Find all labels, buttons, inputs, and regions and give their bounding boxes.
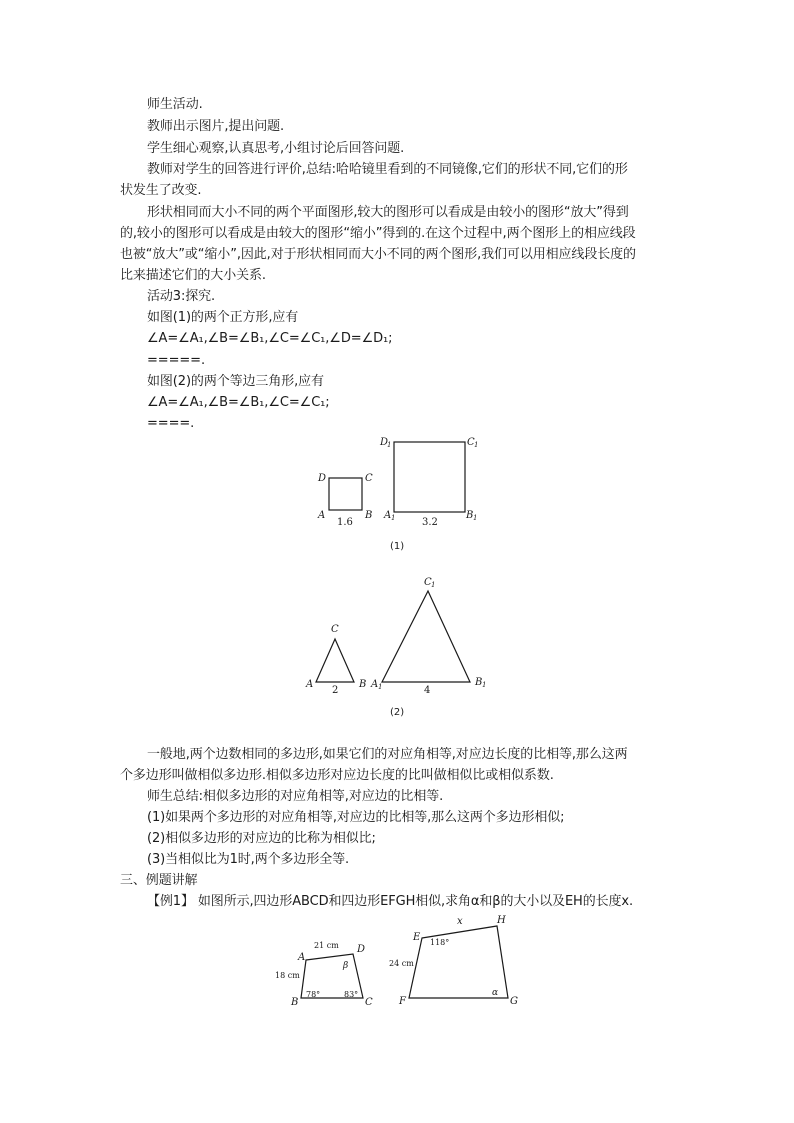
label-d1: D [380,437,389,448]
label-b: B [291,997,299,1008]
figure-caption: (2) [390,707,405,718]
text-line: 学生细心观察,认真思考,小组讨论后回答问题. [147,141,405,156]
small-triangle [316,639,354,682]
angle-c-value: 83° [344,990,359,999]
text-line: 如图(2)的两个等边三角形,应有 [147,374,324,389]
text-line: 形状相同而大小不同的两个平面图形,较大的图形可以看成是由较小的图形“放大”得到 [147,205,629,220]
text-line: (2)相似多边形的对应边的比称为相似比; [147,831,376,846]
large-square [394,442,465,512]
text-line: ∠A=∠A₁,∠B=∠B₁,∠C=∠C₁; [147,395,330,410]
text-line: (1)如果两个多边形的对应角相等,对应边的比相等,那么这两个多边形相似; [147,810,565,825]
side-ef-length: 24 cm [389,959,414,968]
label-d: D [357,944,366,955]
label-e: E [413,932,421,943]
text-line: ∠A=∠A₁,∠B=∠B₁,∠C=∠C₁,∠D=∠D₁; [147,331,393,346]
figure-caption: (1) [390,541,405,552]
angle-beta: β [343,961,349,971]
label-b1: B [466,510,474,521]
label-g: G [510,996,518,1007]
side-length-small: 2 [332,685,339,696]
text-line: 师生总结:相似多边形的对应角相等,对应边的比相等. [147,789,444,804]
label-h: H [497,915,506,926]
label-subscript: 1 [474,441,479,449]
label-subscript: 1 [378,683,383,691]
label-b: B [359,679,367,690]
side-ab-length: 18 cm [275,971,300,980]
text-line: 比来描述它们的大小关系. [120,268,266,283]
text-line: 一般地,两个边数相同的多边形,如果它们的对应角相等,对应边长度的比相等,那么这两 [147,747,628,762]
text-line: =====. [147,353,205,368]
text-line: 教师对学生的回答进行评价,总结:哈哈镜里看到的不同镜像,它们的形状不同,它们的形 [147,162,628,177]
side-length-large: 4 [424,685,431,696]
label-c: C [331,624,339,635]
label-a: A [298,952,306,963]
label-subscript: 1 [482,681,487,689]
text-line: 【例1】 如图所示,四边形ABCD和四边形EFGH相似,求角α和β的大小以及EH的长度x. [147,894,634,909]
text-line: 如图(1)的两个正方形,应有 [147,310,299,325]
text-line: 状发生了改变. [120,183,202,198]
label-subscript: 1 [431,581,436,589]
figure-triangles [300,575,500,720]
label-subscript: 1 [473,514,478,522]
side-eh-x: x [457,916,463,927]
text-line: (3)当相似比为1时,两个多边形全等. [147,852,350,867]
section-heading: 三、例题讲解 [120,873,198,888]
label-d: D [318,473,327,484]
side-length-small: 1.6 [337,517,353,528]
text-line: 活动3:探究. [147,289,216,304]
text-line: 师生活动. [147,97,203,112]
label-b1: B [475,677,483,688]
text-line: ====. [147,416,195,431]
side-ad-length: 21 cm [314,941,339,950]
label-b: B [365,510,373,521]
label-c1: C [467,437,475,448]
label-subscript: 1 [387,441,392,449]
figure-quadrilaterals [270,910,530,1010]
small-square [329,478,362,510]
large-triangle [382,591,470,682]
label-a1: A [371,679,379,690]
label-c: C [365,997,373,1008]
side-length-large: 3.2 [422,517,438,528]
label-a: A [318,510,326,521]
figure-squares [300,430,500,560]
text-line: 的,较小的图形可以看成是由较大的图形“缩小”得到的.在这个过程中,两个图形上的相应线段 [120,226,636,241]
label-a: A [306,679,314,690]
text-line: 也被“放大”或“缩小”,因此,对于形状相同而大小不同的两个图形,我们可以用相应线段长度的 [120,247,636,262]
angle-b-value: 78° [306,990,321,999]
label-subscript: 1 [391,514,396,522]
angle-e-value: 118° [430,938,450,947]
label-c1: C [424,577,432,588]
label-a1: A [384,510,392,521]
text-line: 教师出示图片,提出问题. [147,119,285,134]
text-line: 个多边形叫做相似多边形.相似多边形对应边长度的比叫做相似比或相似系数. [120,768,554,783]
label-f: F [399,996,406,1007]
angle-alpha: α [492,988,499,998]
label-c: C [365,473,373,484]
